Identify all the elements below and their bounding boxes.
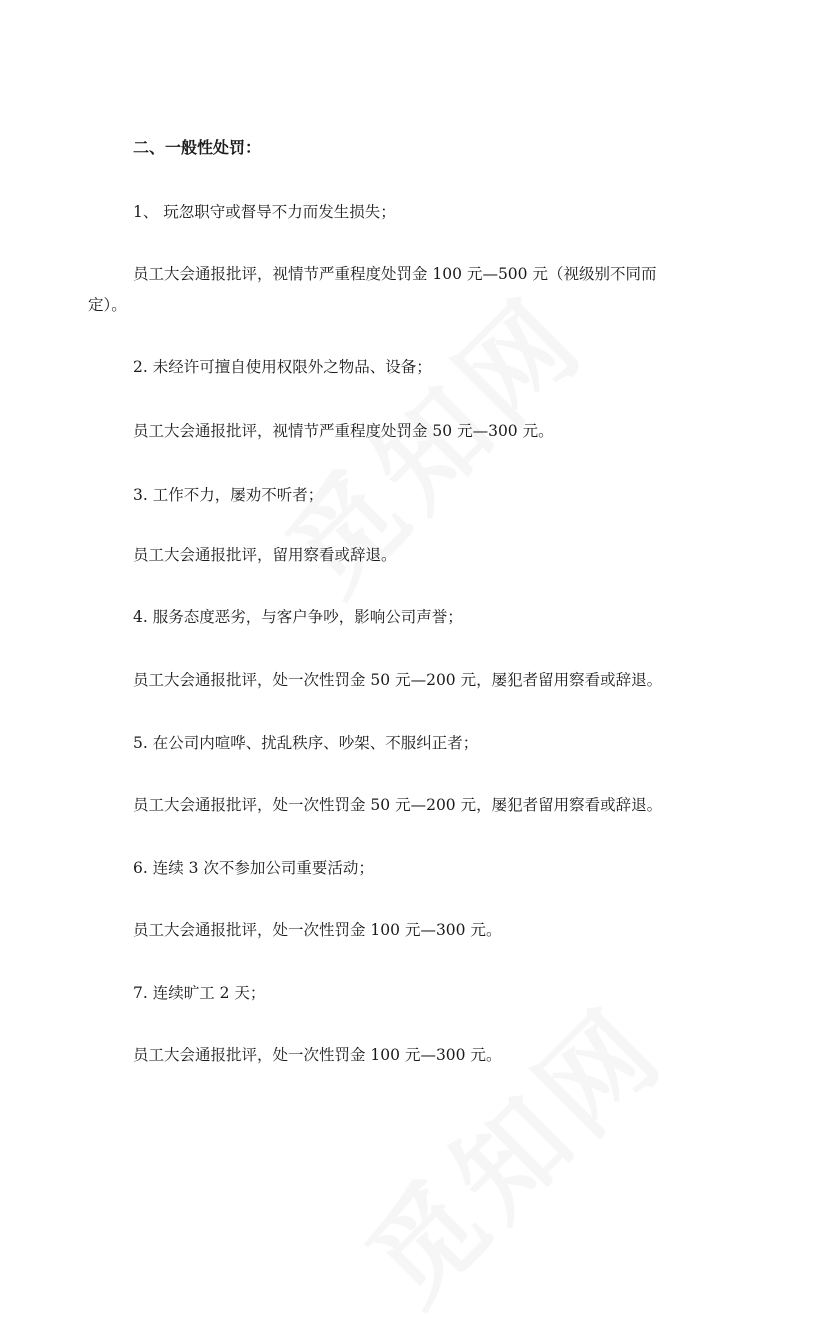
clause-6: 6. 连续 3 次不参加公司重要活动；	[133, 859, 374, 877]
clause-7: 7. 连续旷工 2 天；	[133, 984, 266, 1002]
watermark	[327, 966, 693, 1332]
clause-5: 5. 在公司内喧哗、扰乱秩序、吵架、不服纠正者；	[133, 734, 479, 752]
clause-3: 3. 工作不力，屡劝不听者；	[133, 486, 324, 504]
penalty-3: 员工大会通报批评，留用察看或辞退。	[133, 546, 397, 564]
clause-2: 2. 未经许可擅自使用权限外之物品、设备；	[133, 358, 432, 376]
penalty-1-line-1: 员工大会通报批评，视情节严重程度处罚金 100 元—500 元（视级别不同而	[133, 265, 657, 283]
penalty-7: 员工大会通报批评，处一次性罚金 100 元—300 元。	[133, 1046, 502, 1064]
clause-1: 1、 玩忽职守或督导不力而发生损失；	[133, 203, 396, 221]
clause-4: 4. 服务态度恶劣，与客户争吵，影响公司声誉；	[133, 608, 463, 626]
penalty-2: 员工大会通报批评，视情节严重程度处罚金 50 元—300 元。	[133, 422, 554, 440]
penalty-4: 员工大会通报批评，处一次性罚金 50 元—200 元，屡犯者留用察看或辞退。	[133, 671, 663, 689]
penalty-5: 员工大会通报批评，处一次性罚金 50 元—200 元，屡犯者留用察看或辞退。	[133, 796, 663, 814]
section-heading: 二、一般性处罚：	[133, 138, 262, 157]
penalty-1-line-2: 定）。	[88, 296, 127, 314]
penalty-6: 员工大会通报批评，处一次性罚金 100 元—300 元。	[133, 921, 502, 939]
